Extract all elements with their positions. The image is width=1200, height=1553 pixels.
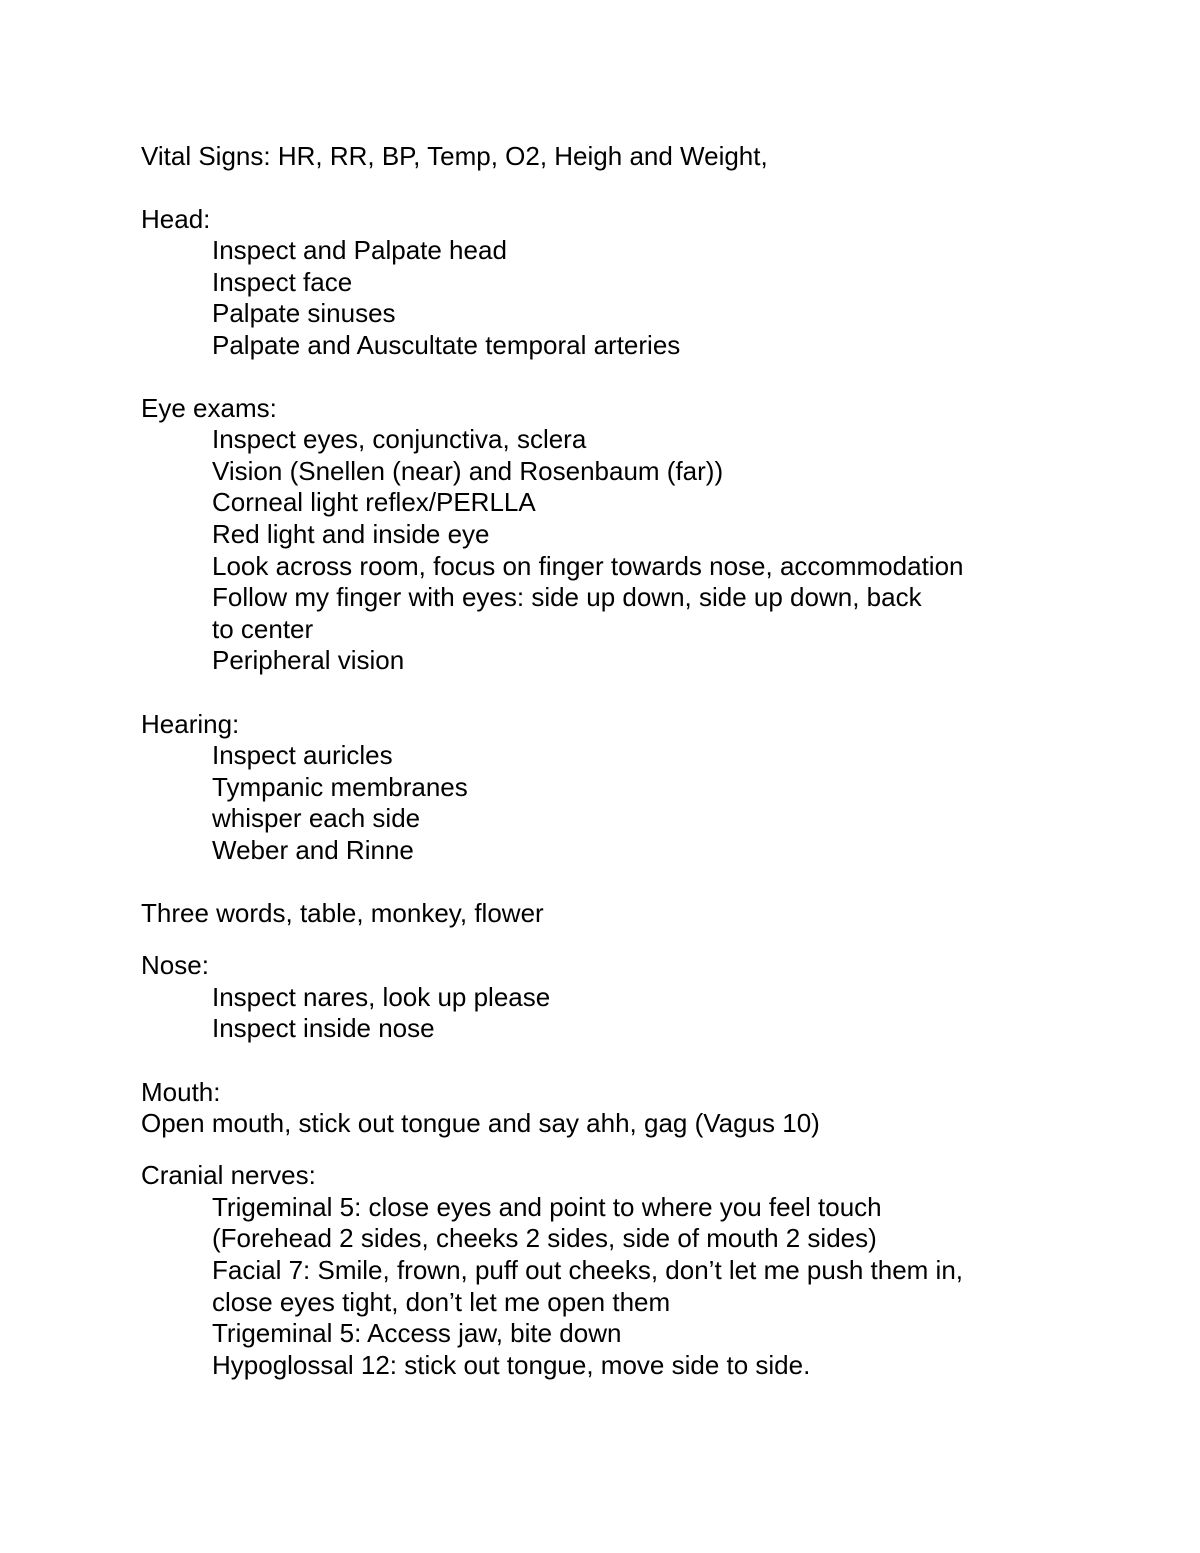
- hearing-item: Inspect auricles: [212, 740, 393, 770]
- cranial-nerves-item: Trigeminal 5: Access jaw, bite down: [212, 1318, 622, 1348]
- hearing-item: Tympanic membranes: [212, 772, 468, 802]
- eye-exams-heading: Eye exams:: [141, 393, 277, 423]
- mouth-text: Open mouth, stick out tongue and say ahh, gag (Vagus 10): [141, 1108, 820, 1138]
- three-words-line: Three words, table, monkey, flower: [141, 898, 544, 928]
- mouth-heading: Mouth:: [141, 1077, 221, 1107]
- head-heading: Head:: [141, 204, 211, 234]
- head-item: Palpate and Auscultate temporal arteries: [212, 330, 681, 360]
- eye-exams-item: Red light and inside eye: [212, 519, 490, 549]
- cranial-nerves-item: Facial 7: Smile, frown, puff out cheeks, don’t let me push them in,: [212, 1255, 964, 1285]
- nose-item: Inspect nares, look up please: [212, 982, 551, 1012]
- hearing-item: Weber and Rinne: [212, 835, 414, 865]
- head-item: Inspect and Palpate head: [212, 235, 507, 265]
- cranial-nerves-item: Trigeminal 5: close eyes and point to where you feel touch: [212, 1192, 882, 1222]
- hearing-item: whisper each side: [212, 803, 421, 833]
- hearing-heading: Hearing:: [141, 709, 240, 739]
- eye-exams-item: Corneal light reflex/PERLLA: [212, 487, 536, 517]
- eye-exams-item: Look across room, focus on finger towards nose, accommodation: [212, 551, 964, 581]
- head-item: Inspect face: [212, 267, 353, 297]
- eye-exams-item: Follow my finger with eyes: side up down, side up down, back: [212, 582, 922, 612]
- head-item: Palpate sinuses: [212, 298, 396, 328]
- cranial-nerves-heading: Cranial nerves:: [141, 1160, 316, 1190]
- nose-item: Inspect inside nose: [212, 1013, 435, 1043]
- eye-exams-item: Inspect eyes, conjunctiva, sclera: [212, 424, 587, 454]
- vital-signs-line: Vital Signs: HR, RR, BP, Temp, O2, Heigh and Weight,: [141, 141, 768, 171]
- eye-exams-item: Peripheral vision: [212, 645, 405, 675]
- eye-exams-item: Vision (Snellen (near) and Rosenbaum (far)): [212, 456, 724, 486]
- nose-heading: Nose:: [141, 950, 209, 980]
- cranial-nerves-item: Hypoglossal 12: stick out tongue, move side to side.: [212, 1350, 811, 1380]
- cranial-nerves-item: (Forehead 2 sides, cheeks 2 sides, side of mouth 2 sides): [212, 1223, 877, 1253]
- cranial-nerves-item: close eyes tight, don’t let me open them: [212, 1287, 671, 1317]
- eye-exams-item: to center: [212, 614, 314, 644]
